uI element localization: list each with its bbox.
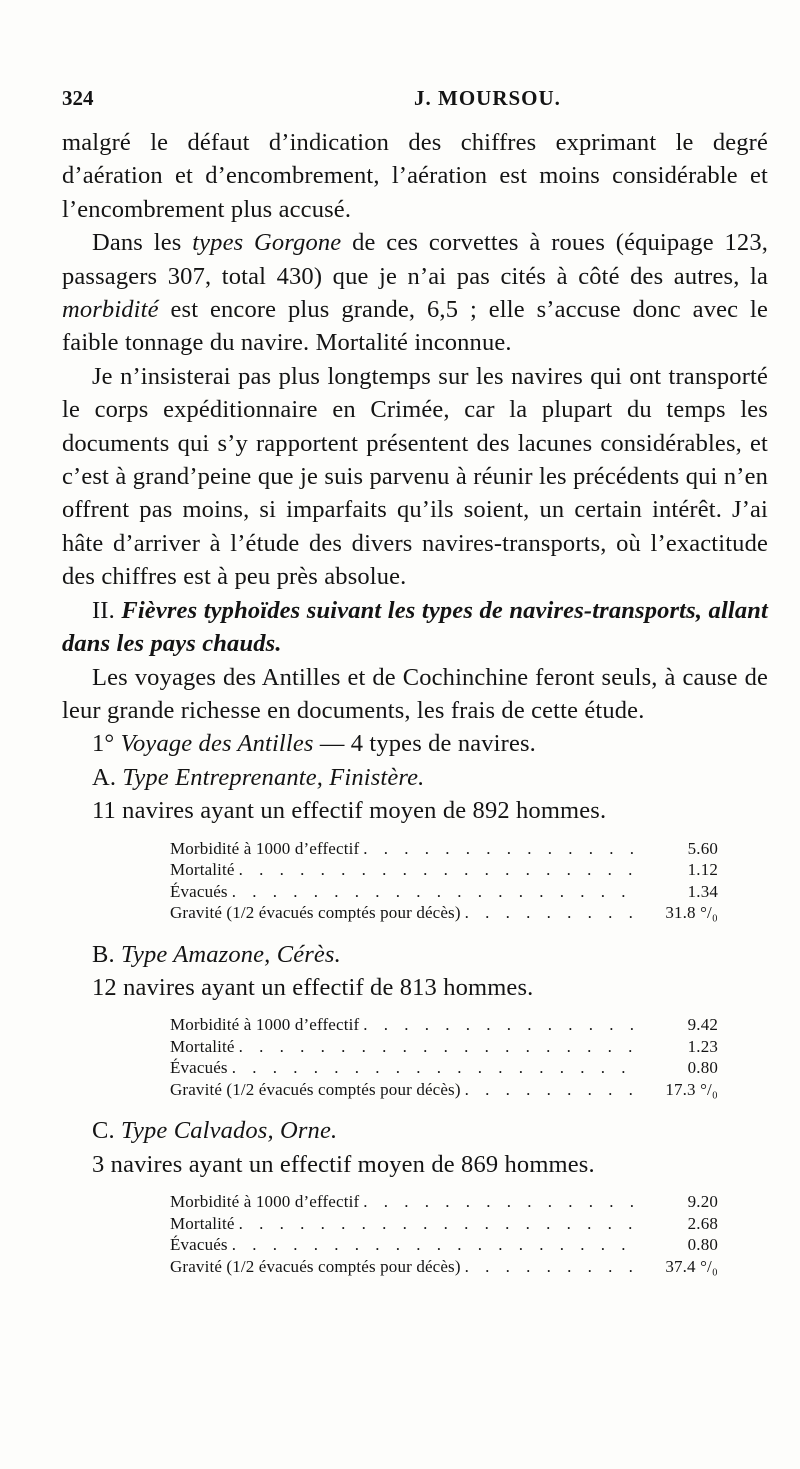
section-number: II. (92, 596, 122, 624)
stat-row (170, 902, 718, 924)
leader-dots (359, 838, 642, 860)
type-name: Type Amazone, Cérès. (121, 940, 341, 968)
italic-morbidite: morbidité (62, 296, 159, 324)
stat-row (170, 1079, 718, 1101)
ship-type-heading (62, 761, 768, 794)
stat-row (170, 1014, 718, 1036)
leader-dots (461, 1079, 642, 1101)
paragraph-2-text: Dans les (92, 229, 193, 257)
stat-value: 1.23 (687, 1036, 718, 1056)
stat-value: 9.20 (687, 1192, 718, 1212)
stat-value: 5.60 (687, 838, 718, 858)
paragraph-3: Je n’insisterai pas plus longtemps sur les navires qui ont transporté le corps expéditionnaire en Crimée, car la plupart du temps les documents qui s’y rapportent présentent des lacunes considérables, et c’est à grand’peine que je suis parvenu à réunir les précédents qui n’en offrent pas moins, si imparfaits qu’ils soient, un certain intérêt. J’ai hâte d’arriver à l’étude des divers navires-transports, où l’exactitude des chiffres est à peu près absolue. (62, 362, 768, 591)
leader-dots (228, 1234, 642, 1256)
fleet-line: 12 navires ayant un effectif de 813 hommes. (92, 973, 534, 1001)
stat-row (170, 1256, 718, 1278)
stat-label: Morbidité à 1000 d’effectif (170, 1015, 360, 1035)
stat-label: Mortalité (170, 1036, 235, 1056)
stat-label: Gravité (1/2 évacués comptés pour décès) (170, 903, 461, 923)
voyage-heading (62, 727, 768, 760)
ship-type-block (62, 761, 768, 924)
leader-dots (235, 1213, 642, 1235)
stat-label: Évacués (170, 1235, 228, 1255)
italic-types-gorgone: types Gorgone (192, 229, 342, 257)
stat-label: Morbidité à 1000 d’effectif (170, 838, 360, 858)
running-title: J. MOURSOU. (414, 86, 561, 110)
paragraph-2 (62, 226, 768, 360)
ship-type-block (62, 938, 768, 1101)
leader-dots (235, 859, 642, 881)
ship-type-heading (62, 1114, 768, 1147)
leader-dots (235, 1036, 642, 1058)
stat-label: Mortalité (170, 1213, 235, 1233)
stat-value: 1.12 (687, 860, 718, 880)
page-header (62, 86, 768, 116)
section-title: Fièvres typhoïdes suivant les types de navires-transports, allant dans les pays chauds. (62, 596, 769, 658)
stat-value: 17.3 °/₀ (665, 1079, 718, 1099)
type-name: Type Entreprenante, Finistère. (122, 763, 425, 791)
section-heading (62, 594, 768, 661)
leader-dots (228, 1057, 642, 1079)
stat-label: Évacués (170, 1058, 228, 1078)
leader-dots (359, 1014, 642, 1036)
page-number: 324 (62, 86, 94, 110)
stat-value: 0.80 (687, 1058, 718, 1078)
ship-type-block (62, 1114, 768, 1277)
stat-row (170, 1213, 718, 1235)
stat-row (170, 1036, 718, 1058)
voyage-title: Voyage des Antilles (120, 730, 314, 758)
body-text (62, 126, 768, 1291)
type-letter: C. (92, 1117, 122, 1145)
stat-value: 0.80 (687, 1235, 718, 1255)
stat-row (170, 859, 718, 881)
voyage-number: 1° (92, 730, 121, 758)
stat-value: 2.68 (687, 1213, 718, 1233)
leader-dots (461, 902, 642, 924)
voyage-subtitle: — 4 types de navires. (313, 730, 536, 758)
stat-value: 1.34 (687, 881, 718, 901)
type-letter: B. (92, 940, 122, 968)
leader-dots (359, 1191, 642, 1213)
stat-row (170, 1057, 718, 1079)
leader-dots (461, 1256, 642, 1278)
ship-type-heading (62, 938, 768, 971)
paragraph-2-text: est encore plus grande, 6,5 ; elle s’accuse donc avec le faible tonnage du navire. Mortalité inconnue. (62, 296, 768, 357)
stats-table (170, 838, 718, 924)
stats-table (170, 1191, 718, 1277)
type-letter: A. (92, 763, 123, 791)
stat-row (170, 1234, 718, 1256)
stat-label: Morbidité à 1000 d’effectif (170, 1192, 360, 1212)
paragraph-2-text: de ces corvettes à roues (équipage 123, passagers 307, total 430) que je n’ai pas cités à côté des autres, la (62, 229, 768, 290)
type-name: Type Calvados, Orne. (121, 1117, 338, 1145)
fleet-line: 11 navires ayant un effectif moyen de 892 hommes. (92, 797, 607, 825)
fleet-line: 3 navires ayant un effectif moyen de 869 hommes. (92, 1150, 595, 1178)
stat-row (170, 881, 718, 903)
leader-dots (228, 881, 642, 903)
stat-label: Gravité (1/2 évacués comptés pour décès) (170, 1079, 461, 1099)
stats-table (170, 1014, 718, 1100)
stat-label: Évacués (170, 881, 228, 901)
stat-row (170, 838, 718, 860)
stat-label: Gravité (1/2 évacués comptés pour décès) (170, 1256, 461, 1276)
stat-value: 9.42 (687, 1015, 718, 1035)
stat-row (170, 1191, 718, 1213)
stat-label: Mortalité (170, 860, 235, 880)
stat-value: 31.8 °/₀ (665, 903, 718, 923)
paragraph-4: Les voyages des Antilles et de Cochinchine feront seuls, à cause de leur grande richesse en documents, les frais de cette étude. (62, 663, 768, 724)
paragraph-1: malgré le défaut d’indication des chiffres exprimant le degré d’aération et d’encombrement, l’aération est moins considérable et l’encombrement plus accusé. (62, 129, 768, 223)
stat-value: 37.4 °/₀ (665, 1256, 718, 1276)
